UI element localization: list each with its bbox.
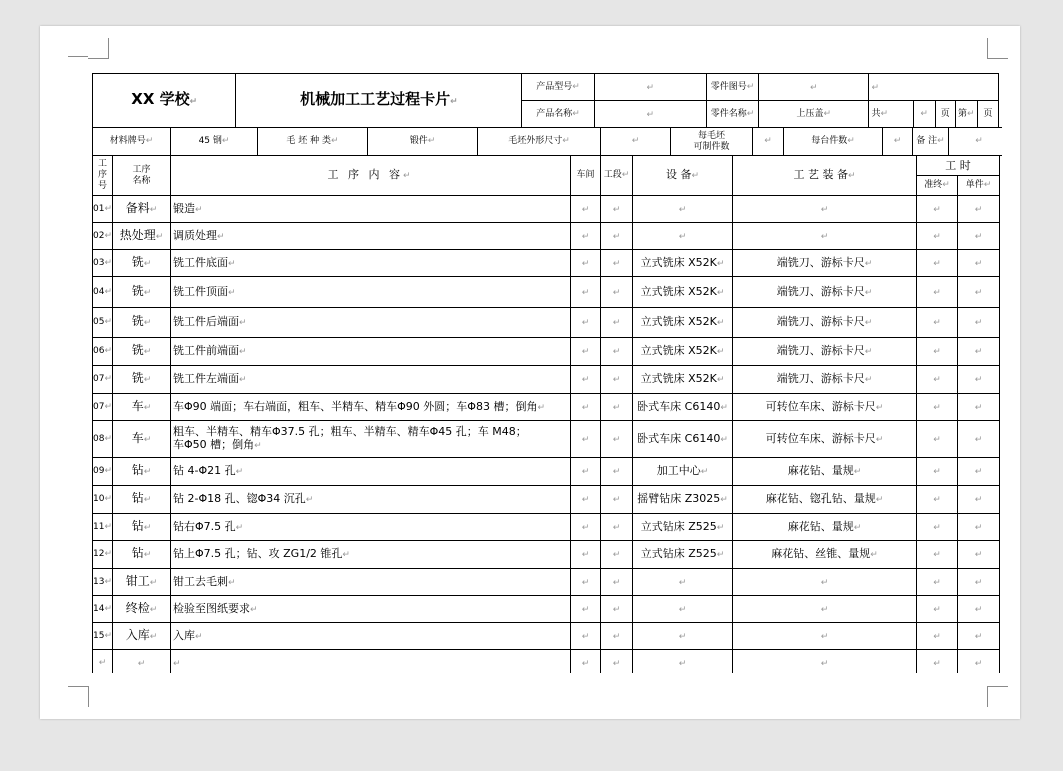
row-seq: 06 [93,346,105,356]
table-row[interactable]: 09↵ 钻↵ 钻 4-Φ21 孔↵ ↵ ↵ 加工中心↵ 麻花钻、量规↵ ↵ ↵ [93,458,1000,486]
row-name: 热处理 [119,227,156,242]
row-name: 钳工 [125,573,150,588]
col-seq-2: 序 [97,170,107,180]
row-prep-time[interactable]: ↵ [917,421,958,458]
blank-type-cell[interactable]: 锻件↵ [368,128,478,156]
row-unit-time[interactable]: ↵ [958,366,1000,394]
table-row[interactable]: 04↵ 铣↵ 铣工件顶面↵ ↵ ↵ 立式铣床 X52K↵ 端铣刀、游标卡尺↵ ↵ ↵ [93,277,1000,308]
row-prep-time[interactable]: ↵ [917,623,958,650]
row-seq: 07 [93,374,105,384]
row-seq: 03 [93,257,105,268]
row-workshop[interactable]: ↵ [571,486,601,514]
row-tooling: 端铣刀、游标卡尺 [776,344,865,357]
per-unit-label: 每台件数 [811,136,848,146]
total-label: 共 [871,108,881,119]
row-prep-time[interactable]: ↵ [917,650,958,674]
table-row[interactable]: 05↵ 铣↵ 铣工件后端面↵ ↵ ↵ 立式铣床 X52K↵ 端铣刀、游标卡尺↵ ↵ ↵ [93,308,1000,338]
row-prep-time[interactable]: ↵ [917,250,958,277]
row-seq: 10 [93,494,105,504]
col-hours: 工 时 [945,159,971,172]
row-section[interactable]: ↵ [601,338,633,366]
sheet-label: 第 [958,108,968,119]
row-unit-time[interactable]: ↵ [958,650,1000,674]
part-drawing-label: 零件图号 [710,81,747,92]
row-content: 钳工去毛刺 [173,574,228,588]
process-card [92,73,1002,673]
crop-mark-bottom-left [68,686,89,707]
row-content: 钻上Φ7.5 孔；钻、攻 ZG1/2 锥孔 [173,547,343,560]
col-name-1: 工序 [132,164,151,175]
row-section[interactable]: ↵ [601,650,633,674]
row-unit-time[interactable]: ↵ [958,623,1000,650]
table-row[interactable]: 13↵ 钳工↵ 钳工去毛刺↵ ↵ ↵ ↵ ↵ ↵ ↵ [93,569,1000,596]
row-prep-time[interactable]: ↵ [917,486,958,514]
row-equipment: 摇臂钻床 Z3025 [637,492,721,505]
row-tooling: 麻花钻、量规 [787,464,854,477]
header-table: XX 学校↵ 机械加工工艺过程卡片↵ 产品型号↵ ↵ 零件图号↵ ↵ ↵ 产品名称↵ ↵ 零件名称↵ 上压盖↵ 共↵ ↵ 页 第↵ 页 [92,73,999,128]
col-section: 工段 [603,170,622,180]
row-prep-time[interactable]: ↵ [917,196,958,223]
process-table: 工 序 号 工序 名称 工 序 内 容↵ 车间 工段↵ 设 备↵ 工 艺 装 备↵ 工 时 准终↵ 单件↵ 01↵ 备料↵ 锻造↵ ↵ ↵ ↵ ↵ ↵ ↵ 02↵ 热处理↵ 调质处理↵ ↵ ↵ ↵ ↵ ↵ ↵ 03↵ 铣↵ 铣工件底面↵ ↵ ↵ 立式铣床 X52K↵ 端铣刀、游标卡尺↵ ↵ ↵ 04↵ 铣↵ 铣工件顶面↵ ↵ ↵ 立式铣床 X52K↵ 端铣刀、游标卡尺↵ ↵ ↵ 05↵ 铣↵ 铣工件后端面↵ ↵ ↵ 立式铣床 X52K↵ 端铣刀、游标卡尺↵ ↵ ↵ 06↵ 铣↵ 铣工件前端面↵ ↵ ↵ 立式铣床 X52K↵ 端铣刀、游标卡尺↵ ↵ ↵ 07↵ 铣↵ 铣工件左端面↵ ↵ ↵ 立式铣床 X52K↵ 端铣刀、游标卡尺↵ ↵ ↵ 07↵ 车↵ 车Φ90 端面；车右端面，粗车、半精车、精车Φ90 外圆；车Φ83 槽；倒角↵ ↵ ↵ 卧式车床 C6140↵ 可转位车床、游标卡尺↵ ↵ ↵ 08↵ 车↵ 粗车、半精车、精车Φ37.5 孔；粗车、半精车、精车Φ45 孔；车 M48； 车Φ50 槽；倒角↵ ↵ ↵ 卧式车床 C6140↵ 可转位车床、游标卡尺↵ ↵ ↵ 09↵ 钻↵ 钻 4-Φ21 孔↵ ↵ ↵ 加工中心↵ 麻花钻、量规↵ ↵ ↵ 10↵ 钻↵ 钻 2-Φ18 孔、锪Φ34 沉孔↵ ↵ ↵ 摇臂钻床 Z3025↵ 麻花钻、锪孔钻、量规↵ ↵ ↵ 11↵ 钻↵ 钻右Φ7.5 孔↵ ↵ ↵ 立式钻床 Z525↵ 麻花钻、量规↵ ↵ ↵ 12↵ 钻↵ 钻上Φ7.5 孔；钻、攻 ZG1/2 锥孔↵ ↵ ↵ 立式钻床 Z525↵ 麻花钻、丝锥、量规↵ ↵ ↵ 13↵ 钳工↵ 钳工去毛刺↵ ↵ ↵ ↵ ↵ ↵ ↵ 14↵ 终检↵ 检验至图纸要求↵ ↵ ↵ ↵ ↵ ↵ ↵ 15↵ 入库↵ 入库↵ ↵ ↵ ↵ ↵ ↵ ↵ ↵ ↵ ↵ ↵ ↵ ↵ ↵ ↵ ↵ [92,155,1000,673]
table-row[interactable]: 01↵ 备料↵ 锻造↵ ↵ ↵ ↵ ↵ ↵ ↵ [93,196,1000,223]
row-section[interactable]: ↵ [601,623,633,650]
row-content: 钻 2-Φ18 孔、锪Φ34 沉孔 [173,492,306,505]
row-unit-time[interactable]: ↵ [958,458,1000,486]
per-blank-label-1: 每毛坯 [697,130,725,141]
row-equipment: 立式钻床 Z525 [640,547,717,560]
row-workshop[interactable]: ↵ [571,366,601,394]
table-row[interactable]: 07↵ 铣↵ 铣工件左端面↵ ↵ ↵ 立式铣床 X52K↵ 端铣刀、游标卡尺↵ ↵ ↵ [93,366,1000,394]
process-rows [93,196,1000,674]
row-unit-time[interactable]: ↵ [958,596,1000,623]
info-table: 材料牌号↵ 45 钢↵ 毛 坯 种 类↵ 锻件↵ 毛坯外形尺寸↵ ↵ 每毛坯 可制件数 ↵ 每台件数↵ ↵ 备 注↵ ↵ [92,127,1002,156]
row-name: 备料 [125,200,150,215]
row-unit-time[interactable]: ↵ [958,421,1000,458]
row-tooling: 麻花钻、量规 [787,519,854,533]
table-row[interactable]: 03↵ 铣↵ 铣工件底面↵ ↵ ↵ 立式铣床 X52K↵ 端铣刀、游标卡尺↵ ↵ ↵ [93,250,1000,277]
row-section[interactable]: ↵ [601,569,633,596]
row-content: 钻右Φ7.5 孔 [173,519,236,533]
blank-type-label: 毛 坯 种 类 [286,136,332,146]
row-prep-time[interactable]: ↵ [917,394,958,421]
row-seq: 07 [93,401,105,412]
row-workshop[interactable]: ↵ [571,458,601,486]
row-seq: 01 [93,203,105,214]
row-name: 铣 [131,314,144,328]
col-workshop: 车间 [576,170,595,180]
table-row[interactable]: 15↵ 入库↵ 入库↵ ↵ ↵ ↵ ↵ ↵ ↵ [93,623,1000,650]
row-section[interactable]: ↵ [601,250,633,277]
row-tooling: 可转位车床、游标卡尺 [765,399,876,413]
row-workshop[interactable]: ↵ [571,650,601,674]
row-seq: 08 [93,433,105,444]
row-content: 铣工件前端面 [173,344,239,357]
row-tooling: 端铣刀、游标卡尺 [776,315,865,328]
row-section[interactable]: ↵ [601,277,633,308]
row-section[interactable]: ↵ [601,486,633,514]
row-section[interactable]: ↵ [601,394,633,421]
col-equipment: 设 备 [665,168,692,181]
row-section[interactable]: ↵ [601,308,633,338]
row-unit-time[interactable]: ↵ [958,569,1000,596]
row-equipment: 立式铣床 X52K [640,372,717,385]
col-seq-3: 号 [97,181,107,191]
table-row[interactable]: 08↵ 车↵ 粗车、半精车、精车Φ37.5 孔；粗车、半精车、精车Φ45 孔；车 M48； 车Φ50 槽；倒角↵ ↵ ↵ 卧式车床 C6140↵ 可转位车床、游标卡尺↵ ↵ ↵ [93,421,1000,458]
row-workshop[interactable]: ↵ [571,541,601,569]
row-section[interactable]: ↵ [601,223,633,250]
row-prep-time[interactable]: ↵ [917,308,958,338]
row-content: 入库 [173,628,195,642]
row-section[interactable]: ↵ [601,541,633,569]
row-equipment: 立式铣床 X52K [640,344,717,357]
row-prep-time[interactable]: ↵ [917,541,958,569]
row-unit-time[interactable]: ↵ [958,514,1000,541]
row-content: 锻造 [173,201,195,215]
row-workshop[interactable]: ↵ [571,394,601,421]
row-content: 铣工件顶面 [173,284,228,298]
product-model-label: 产品型号 [536,81,573,92]
col-content: 工 序 内 容 [327,168,403,181]
row-name: 入库 [125,627,150,642]
row-prep-time[interactable]: ↵ [917,458,958,486]
row-workshop[interactable]: ↵ [571,623,601,650]
row-prep-time[interactable]: ↵ [917,596,958,623]
row-section[interactable]: ↵ [601,421,633,458]
row-content: 调质处理 [173,228,217,242]
row-name: 钻 [131,491,144,505]
material-label: 材料牌号 [109,136,146,146]
row-equipment: 卧式车床 C6140 [637,431,721,445]
table-row[interactable]: 11↵ 钻↵ 钻右Φ7.5 孔↵ ↵ ↵ 立式钻床 Z525↵ 麻花钻、量规↵ ↵ ↵ [93,514,1000,541]
product-name-cell[interactable]: ↵ [594,101,706,128]
row-workshop[interactable]: ↵ [571,223,601,250]
per-unit-cell[interactable]: ↵ [883,128,913,156]
row-tooling: 端铣刀、游标卡尺 [776,372,865,385]
row-section[interactable]: ↵ [601,514,633,541]
row-equipment: 立式铣床 X52K [640,315,717,328]
row-section[interactable]: ↵ [601,366,633,394]
material-cell[interactable]: 45 钢↵ [171,128,258,156]
blank-top-right-cell[interactable]: ↵ [869,74,999,101]
row-workshop[interactable]: ↵ [571,596,601,623]
row-unit-time[interactable]: ↵ [958,196,1000,223]
row-content: 铣工件底面 [173,255,228,269]
row-tooling: 端铣刀、游标卡尺 [776,284,865,298]
part-drawing-cell[interactable]: ↵ [759,74,869,101]
row-workshop[interactable]: ↵ [571,514,601,541]
crop-mark-bottom-right [987,686,1008,707]
row-workshop[interactable]: ↵ [571,277,601,308]
row-seq: 11 [93,521,105,532]
row-name: 铣 [131,371,144,385]
row-seq: 14 [93,603,105,614]
row-unit-time[interactable]: ↵ [958,223,1000,250]
row-seq: 09 [93,466,105,476]
per-blank-cell[interactable]: ↵ [753,128,784,156]
per-blank-label-2: 可制件数 [693,141,730,152]
row-workshop[interactable]: ↵ [571,421,601,458]
row-section[interactable]: ↵ [601,196,633,223]
row-content: 车Φ90 端面；车右端面，粗车、半精车、精车Φ90 外圆；车Φ83 槽；倒角 [173,399,538,413]
col-prep: 准终 [924,180,943,190]
table-row[interactable]: 06↵ 铣↵ 铣工件前端面↵ ↵ ↵ 立式铣床 X52K↵ 端铣刀、游标卡尺↵ ↵ ↵ [93,338,1000,366]
remark-label: 备 注 [916,136,938,146]
crop-mark-top-right [987,38,1008,59]
row-tooling: 麻花钻、锪孔钻、量规 [765,492,876,505]
blank-size-cell[interactable]: ↵ [601,128,671,156]
row-workshop[interactable]: ↵ [571,308,601,338]
crop-mark-top-left [88,38,109,59]
row-name: 铣 [131,254,144,269]
row-name: 铣 [131,283,144,298]
row-name: 铣 [131,343,144,357]
row-unit-time[interactable]: ↵ [958,486,1000,514]
row-equipment: 立式铣床 X52K [640,284,717,298]
part-name-cell[interactable]: 上压盖↵ [759,101,869,128]
row-content-line2: 车Φ50 槽；倒角 [173,438,255,451]
row-unit-time[interactable]: ↵ [958,250,1000,277]
col-unit: 单件 [965,180,984,190]
row-unit-time[interactable]: ↵ [958,394,1000,421]
pages-label: 页 [940,108,950,119]
row-workshop[interactable]: ↵ [571,338,601,366]
row-equipment: 卧式车床 C6140 [637,399,721,413]
row-prep-time[interactable]: ↵ [917,277,958,308]
row-name: 钻 [131,463,144,477]
product-name-label: 产品名称 [536,108,573,119]
row-content: 钻 4-Φ21 孔 [173,464,236,477]
card-title: 机械加工工艺过程卡片 [300,89,451,108]
row-prep-time[interactable]: ↵ [917,569,958,596]
row-seq: 02 [93,230,105,241]
row-content: 铣工件左端面 [173,372,239,385]
row-seq: 13 [93,576,105,587]
row-prep-time[interactable]: ↵ [917,338,958,366]
table-row[interactable]: 14↵ 终检↵ 检验至图纸要求↵ ↵ ↵ ↵ ↵ ↵ ↵ [93,596,1000,623]
col-name-2: 名称 [132,175,151,186]
row-content: 检验至图纸要求 [173,601,250,615]
row-prep-time[interactable]: ↵ [917,514,958,541]
col-tooling: 工 艺 装 备 [793,168,848,181]
row-unit-time[interactable]: ↵ [958,541,1000,569]
school-name: XX 学校 [131,89,190,108]
row-content: 铣工件后端面 [173,315,239,328]
table-row[interactable]: ↵ ↵ ↵ ↵ ↵ ↵ ↵ ↵ ↵ [93,650,1000,674]
col-seq-1: 工 [97,159,107,169]
blank-size-label: 毛坯外形尺寸 [508,136,563,146]
row-content: 粗车、半精车、精车Φ37.5 孔；粗车、半精车、精车Φ45 孔；车 M48； [173,425,527,438]
table-row[interactable]: 07↵ 车↵ 车Φ90 端面；车右端面，粗车、半精车、精车Φ90 外圆；车Φ83 槽；倒角↵ ↵ ↵ 卧式车床 C6140↵ 可转位车床、游标卡尺↵ ↵ ↵ [93,394,1000,421]
row-seq: 05 [93,317,105,327]
row-name: 钻 [131,546,144,560]
row-unit-time[interactable]: ↵ [958,338,1000,366]
sheet-pages-label: 页 [983,108,993,119]
row-name: 车 [131,398,144,413]
row-seq: 12 [93,549,105,559]
table-row[interactable]: 02↵ 热处理↵ 调质处理↵ ↵ ↵ ↵ ↵ ↵ ↵ [93,223,1000,250]
product-model-cell[interactable]: ↵ [594,74,706,101]
row-unit-time[interactable]: ↵ [958,308,1000,338]
row-equipment: 加工中心 [656,464,701,477]
row-section[interactable]: ↵ [601,458,633,486]
remark-cell[interactable]: ↵ [949,128,1003,156]
row-tooling: 端铣刀、游标卡尺 [776,255,865,269]
row-equipment: 立式铣床 X52K [640,255,717,269]
row-name: 钻 [131,518,144,533]
table-row[interactable]: 12↵ 钻↵ 钻上Φ7.5 孔；钻、攻 ZG1/2 锥孔↵ ↵ ↵ 立式钻床 Z525↵ 麻花钻、丝锥、量规↵ ↵ ↵ [93,541,1000,569]
row-seq: 04 [93,286,105,297]
row-prep-time[interactable]: ↵ [917,223,958,250]
row-name: 终检 [125,600,150,615]
total-pages-cell[interactable]: ↵ [913,101,935,128]
row-seq: 15 [93,630,105,641]
row-workshop[interactable]: ↵ [571,196,601,223]
row-tooling: 可转位车床、游标卡尺 [765,431,876,445]
row-unit-time[interactable]: ↵ [958,277,1000,308]
row-workshop[interactable]: ↵ [571,250,601,277]
part-name-label: 零件名称 [710,108,747,119]
row-workshop[interactable]: ↵ [571,569,601,596]
table-row[interactable]: 10↵ 钻↵ 钻 2-Φ18 孔、锪Φ34 沉孔↵ ↵ ↵ 摇臂钻床 Z3025↵ 麻花钻、锪孔钻、量规↵ ↵ ↵ [93,486,1000,514]
crop-mark-top-left-h [68,56,88,57]
row-section[interactable]: ↵ [601,596,633,623]
row-name: 车 [131,430,144,445]
row-tooling: 麻花钻、丝锥、量规 [771,547,871,560]
row-prep-time[interactable]: ↵ [917,366,958,394]
row-equipment: 立式钻床 Z525 [640,519,717,533]
